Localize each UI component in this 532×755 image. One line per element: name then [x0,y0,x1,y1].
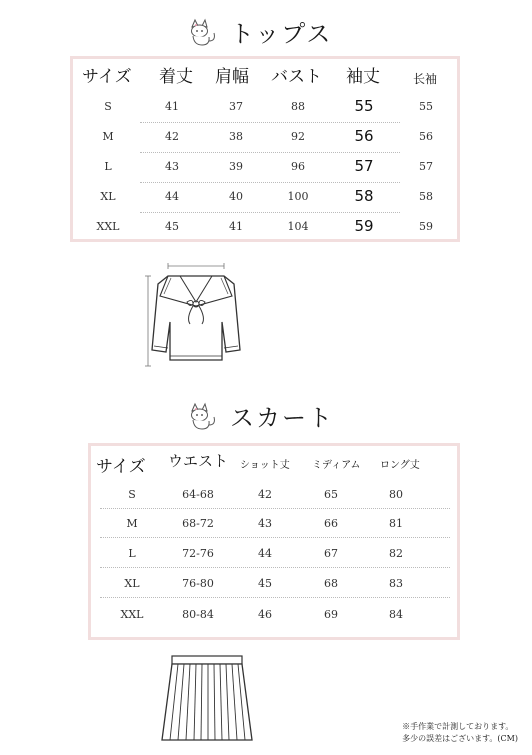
skirt-cell: 68 [324,577,338,590]
shirt-illustration [140,262,250,372]
skirt-cell: 67 [324,547,338,560]
skirt-cell: 82 [389,547,403,560]
skirt-cell: 84 [389,608,403,621]
tops-cell: M [102,130,114,143]
row-divider [100,567,450,568]
tops-header-size: サイズ [82,67,132,87]
tops-cell: 56 [419,130,433,143]
tops-cell: 88 [291,100,305,113]
tops-cell: 58 [419,190,433,203]
tops-cell: 40 [229,190,243,203]
skirt-cell: 72-76 [182,547,214,560]
tops-title: トップス [230,20,333,48]
skirt-cell: XL [124,577,140,590]
skirt-cell: S [128,488,136,501]
skirt-cell: 44 [258,547,272,560]
tops-cell: 37 [229,100,243,113]
skirt-cell: M [126,517,138,530]
tops-cell: 58 [354,187,374,205]
tops-cell: L [104,160,112,173]
skirt-cell: 65 [324,488,338,501]
measurement-note [402,721,518,745]
row-divider [140,122,400,123]
tops-cell: 96 [291,160,305,173]
tops-cell: 44 [165,190,179,203]
tops-cell: S [104,100,112,113]
skirt-cell: 46 [258,608,272,621]
tops-section-title [184,14,332,49]
skirt-cell: 80 [389,488,403,501]
skirt-cell: 68-72 [182,517,214,530]
skirt-cell: 83 [389,577,403,590]
cat-icon [184,401,220,431]
tops-cell: 57 [354,157,374,175]
tops-header-long-sleeve: 长袖 [413,72,438,86]
tops-cell: 55 [419,100,433,113]
row-divider [100,537,450,538]
tops-cell: 41 [165,100,179,113]
skirt-header-short: ショット丈 [240,460,290,471]
skirt-header-long: ロング丈 [380,460,420,471]
tops-cell: 45 [165,220,179,233]
tops-cell: 56 [354,127,374,145]
row-divider [100,597,450,598]
tops-cell: 39 [229,160,243,173]
tops-cell: 57 [419,160,433,173]
skirt-header-medium: ミディアム [312,460,361,471]
skirt-illustration [158,652,258,746]
note-line-1: ※手作業で計測しております。 [402,722,514,731]
skirt-cell: 66 [324,517,338,530]
skirt-cell: 69 [324,608,338,621]
tops-cell: 55 [354,97,374,115]
skirt-header-size: サイズ [96,457,146,477]
tops-cell: 104 [287,220,309,233]
row-divider [140,212,400,213]
skirt-cell: L [128,547,136,560]
tops-cell: 92 [291,130,305,143]
tops-cell: 42 [165,130,179,143]
tops-cell: 59 [419,220,433,233]
skirt-cell: 81 [389,517,403,530]
tops-cell: 43 [165,160,179,173]
tops-cell: 59 [354,217,374,235]
skirt-cell: 45 [258,577,272,590]
tops-cell: 100 [287,190,309,203]
tops-header-length: 着丈 [159,67,193,87]
tops-header-shoulder: 肩幅 [215,67,249,87]
skirt-section-title [184,398,334,433]
skirt-header-waist: ウエスト [168,452,229,470]
cat-icon [184,17,220,47]
tops-cell: 38 [229,130,243,143]
row-divider [140,152,400,153]
skirt-title: スカート [230,404,334,432]
tops-cell: XL [100,190,116,203]
row-divider [100,508,450,509]
tops-header-sleeve: 袖丈 [346,67,380,87]
tops-header-bust: バスト [271,67,322,87]
skirt-cell: 43 [258,517,272,530]
skirt-cell: 80-84 [182,608,214,621]
skirt-cell: 64-68 [182,488,214,501]
skirt-cell: XXL [120,608,144,621]
note-line-2: 多少の誤差はございます。(CM) [402,734,518,743]
skirt-cell: 76-80 [182,577,214,590]
skirt-cell: 42 [258,488,272,501]
tops-cell: 41 [229,220,243,233]
row-divider [140,182,400,183]
tops-cell: XXL [96,220,120,233]
